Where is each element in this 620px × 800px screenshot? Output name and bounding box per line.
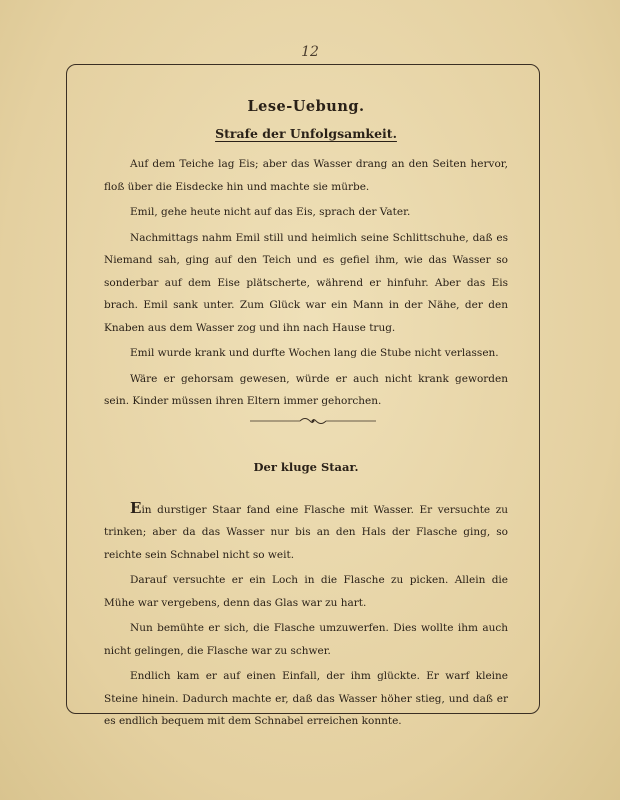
initial-letter: E — [130, 498, 142, 517]
paragraph-text: in durstiger Staar fand eine Flasche mit Wasser. Er versuchte zu trinken; aber da das Wasser nur bis an den Hals der Flasche ging, so reichte sein Schnabel nicht so weit. — [104, 503, 508, 561]
paragraph — [104, 497, 508, 567]
ornament-divider — [250, 414, 376, 428]
paragraph: Nachmittags nahm Emil still und heimlich seine Schlittschuhe, daß es Niemand sah, ging auf den Teich und es gefiel ihm, wie das Wasser so sonderbar auf dem Eise plätscherte, während er hinfuhr. Aber das Eis brach. Emil sank unter. Zum Glück war ein Mann in der Nähe, der den Knaben aus dem Wasser zog und ihn nach Hause trug. — [104, 231, 508, 334]
page-number: 12 — [301, 44, 319, 60]
reading-subtitle: Strafe der Unfolgsamkeit. — [215, 125, 397, 141]
paragraph: Auf dem Teiche lag Eis; aber das Wasser drang an den Seiten hervor, floß über die Eisdecke hin und machte sie mürbe. — [104, 158, 508, 193]
paragraph: Nun bemühte er sich, die Flasche umzuwerfen. Dies wollte ihm auch nicht gelingen, die Flasche war zu schwer. — [104, 622, 508, 657]
story-section — [104, 456, 508, 736]
reading-title: Lese-Uebung. — [247, 98, 365, 115]
paragraph: Wäre er gehorsam gewesen, würde er auch nicht krank geworden sein. Kinder müssen ihren Eltern immer gehorchen. — [104, 372, 508, 407]
paragraph: Emil, gehe heute nicht auf das Eis, sprach der Vater. — [130, 206, 411, 218]
paragraph: Endlich kam er auf einen Einfall, der ihm glückte. Er warf kleine Steine hinein. Dadurch machte er, daß das Wasser höher stieg, und daß er es endlich bequem mit dem Schnabel erreichen konnte. — [104, 670, 508, 727]
story-title: Der kluge Staar. — [253, 460, 359, 474]
reading-section — [104, 96, 508, 416]
paragraph: Emil wurde krank und durfte Wochen lang die Stube nicht verlassen. — [130, 347, 499, 359]
paragraph: Darauf versuchte er ein Loch in die Flasche zu picken. Allein die Mühe war vergebens, denn das Glas war zu hart. — [104, 574, 508, 609]
